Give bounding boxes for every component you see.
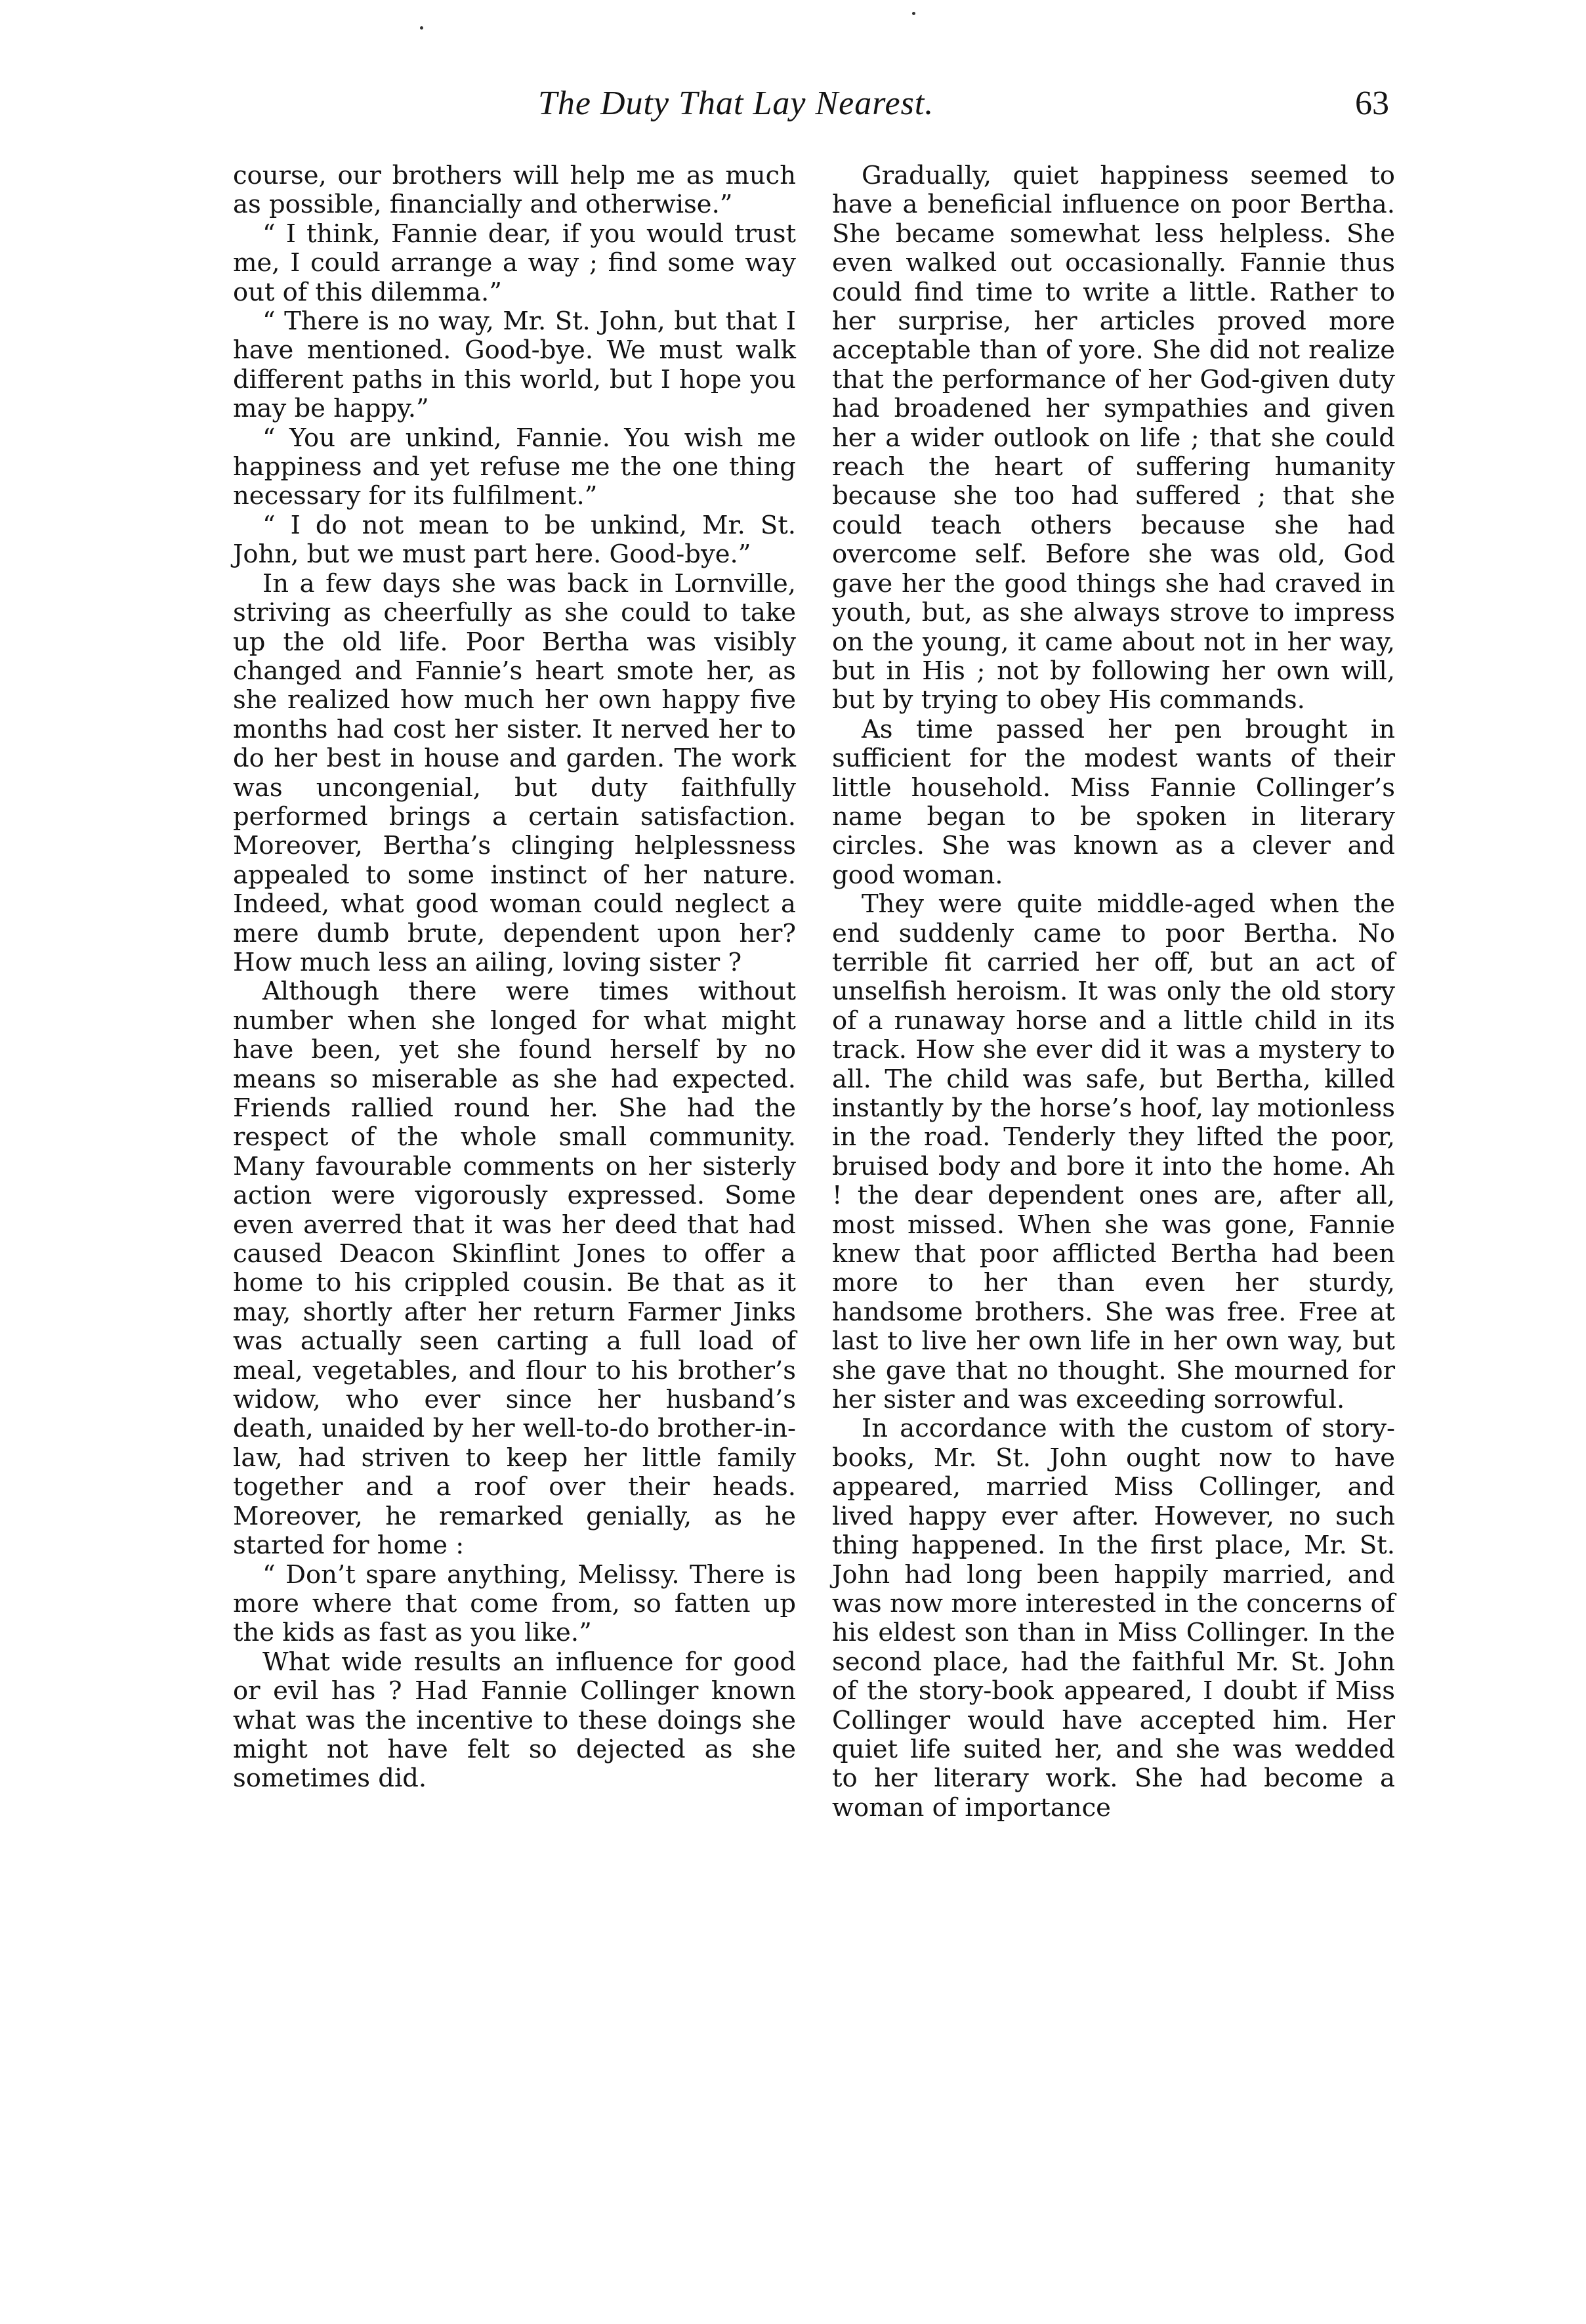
paragraph: Gradually, quiet happiness seemed to have a beneficial influence on poor Bertha. She became somewhat less helpless. She even walked out occasionally. Fannie thus could find time to write a little. Rather to her surprise, her articles proved more acceptable than of yore. She did not realize that the performance of her God-given duty had broadened her sympathies and given her a wider outlook on life ; that she could reach the heart of suffering humanity because she too had suffered ; that she could teach others because she had overcome self. Before she was old, God gave her the good things she had craved in youth, but, as she always strove to impress on the young, it came about not in her way, but in His ; not by following her own will, but by trying to obey His commands. <box>832 161 1395 715</box>
right-text-column <box>832 161 1395 1823</box>
paragraph: Although there were times without number when she longed for what might have been, yet she found herself by no means so miserable as she had expected. Friends rallied round her. She had the respect of the whole small community. Many favourable comments on her sisterly action were vigorously expressed. Some even averred that it was her deed that had caused Deacon Skinflint Jones to offer a home to his crippled cousin. Be that as it may, shortly after her return Farmer Jinks was actually seen carting a full load of meal, vegetables, and flour to his brother’s widow, who ever since her husband’s death, unaided by her well-to-do brother-in-law, had striven to keep her little family together and a roof over their heads. Moreover, he remarked genially, as he started for home : <box>233 977 796 1561</box>
paragraph: “ You are unkind, Fannie. You wish me happiness and yet refuse me the one thing necessary for its fulfilment.” <box>233 423 796 511</box>
left-text-column <box>233 161 796 1794</box>
paragraph: They were quite middle-aged when the end suddenly came to poor Bertha. No terrible fit carried her off, but an act of unselfish heroism. It was only the old story of a runaway horse and a little child in its track. How she ever did it was a mystery to all. The child was safe, but Bertha, killed instantly by the horse’s hoof, lay motionless in the road. Tenderly they lifted the poor, bruised body and bore it into the home. Ah ! the dear dependent ones are, after all, most missed. When she was gone, Fannie knew that poor afflicted Bertha had been more to her than even her sturdy, handsome brothers. She was free. Free at last to live her own life in her own way, but she gave that no thought. She mourned for her sister and was exceeding sorrowful. <box>832 889 1395 1415</box>
paragraph: What wide results an influence for good or evil has ? Had Fannie Collinger known what was the incentive to these doings she might not have felt so dejected as she sometimes did. <box>233 1647 796 1794</box>
paragraph: “ I do not mean to be unkind, Mr. St. John, but we must part here. Good-bye.” <box>233 510 796 570</box>
paragraph: “ I think, Fannie dear, if you would trust me, I could arrange a way ; find some way out of this dilemma.” <box>233 219 796 307</box>
stray-ink-dot <box>912 12 915 15</box>
paragraph: In a few days she was back in Lornville, striving as cheerfully as she could to take up the old life. Poor Bertha was visibly changed and Fannie’s heart smote her, as she realized how much her own happy five months had cost her sister. It nerved her to do her best in house and garden. The work was uncongenial, but duty faithfully performed brings a certain satisfaction. Moreover, Bertha’s clinging helplessness appealed to some instinct of her nature. Indeed, what good woman could neglect a mere dumb brute, dependent upon her? How much less an ailing, loving sister ? <box>233 568 796 977</box>
paragraph: “ Don’t spare anything, Melissy. There is more where that come from, so fatten up the kids as fast as you like.” <box>233 1559 796 1648</box>
paragraph: As time passed her pen brought in sufficient for the modest wants of their little household. Miss Fannie Collinger’s name began to be spoken in literary circles. She was known as a clever and good woman. <box>832 714 1395 890</box>
page-number: 63 <box>1355 85 1389 122</box>
paragraph: course, our brothers will help me as much as possible, financially and otherwise.” <box>233 161 796 220</box>
running-head-title: The Duty That Lay Nearest. <box>538 85 934 122</box>
paragraph: “ There is no way, Mr. St. John, but that I have mentioned. Good-bye. We must walk different paths in this world, but I hope you may be happy.” <box>233 306 796 424</box>
paragraph: In accordance with the custom of story-books, Mr. St. John ought now to have appeared, married Miss Collinger, and lived happy ever after. However, no such thing happened. In the first place, Mr. St. John had long been happily married, and was now more interested in the concerns of his eldest son than in Miss Collinger. In the second place, had the faithful Mr. St. John of the story-book appeared, I doubt if Miss Collinger would have accepted him. Her quiet life suited her, and she was wedded to her literary work. She had become a woman of importance <box>832 1414 1395 1823</box>
stray-ink-dot <box>420 26 423 30</box>
